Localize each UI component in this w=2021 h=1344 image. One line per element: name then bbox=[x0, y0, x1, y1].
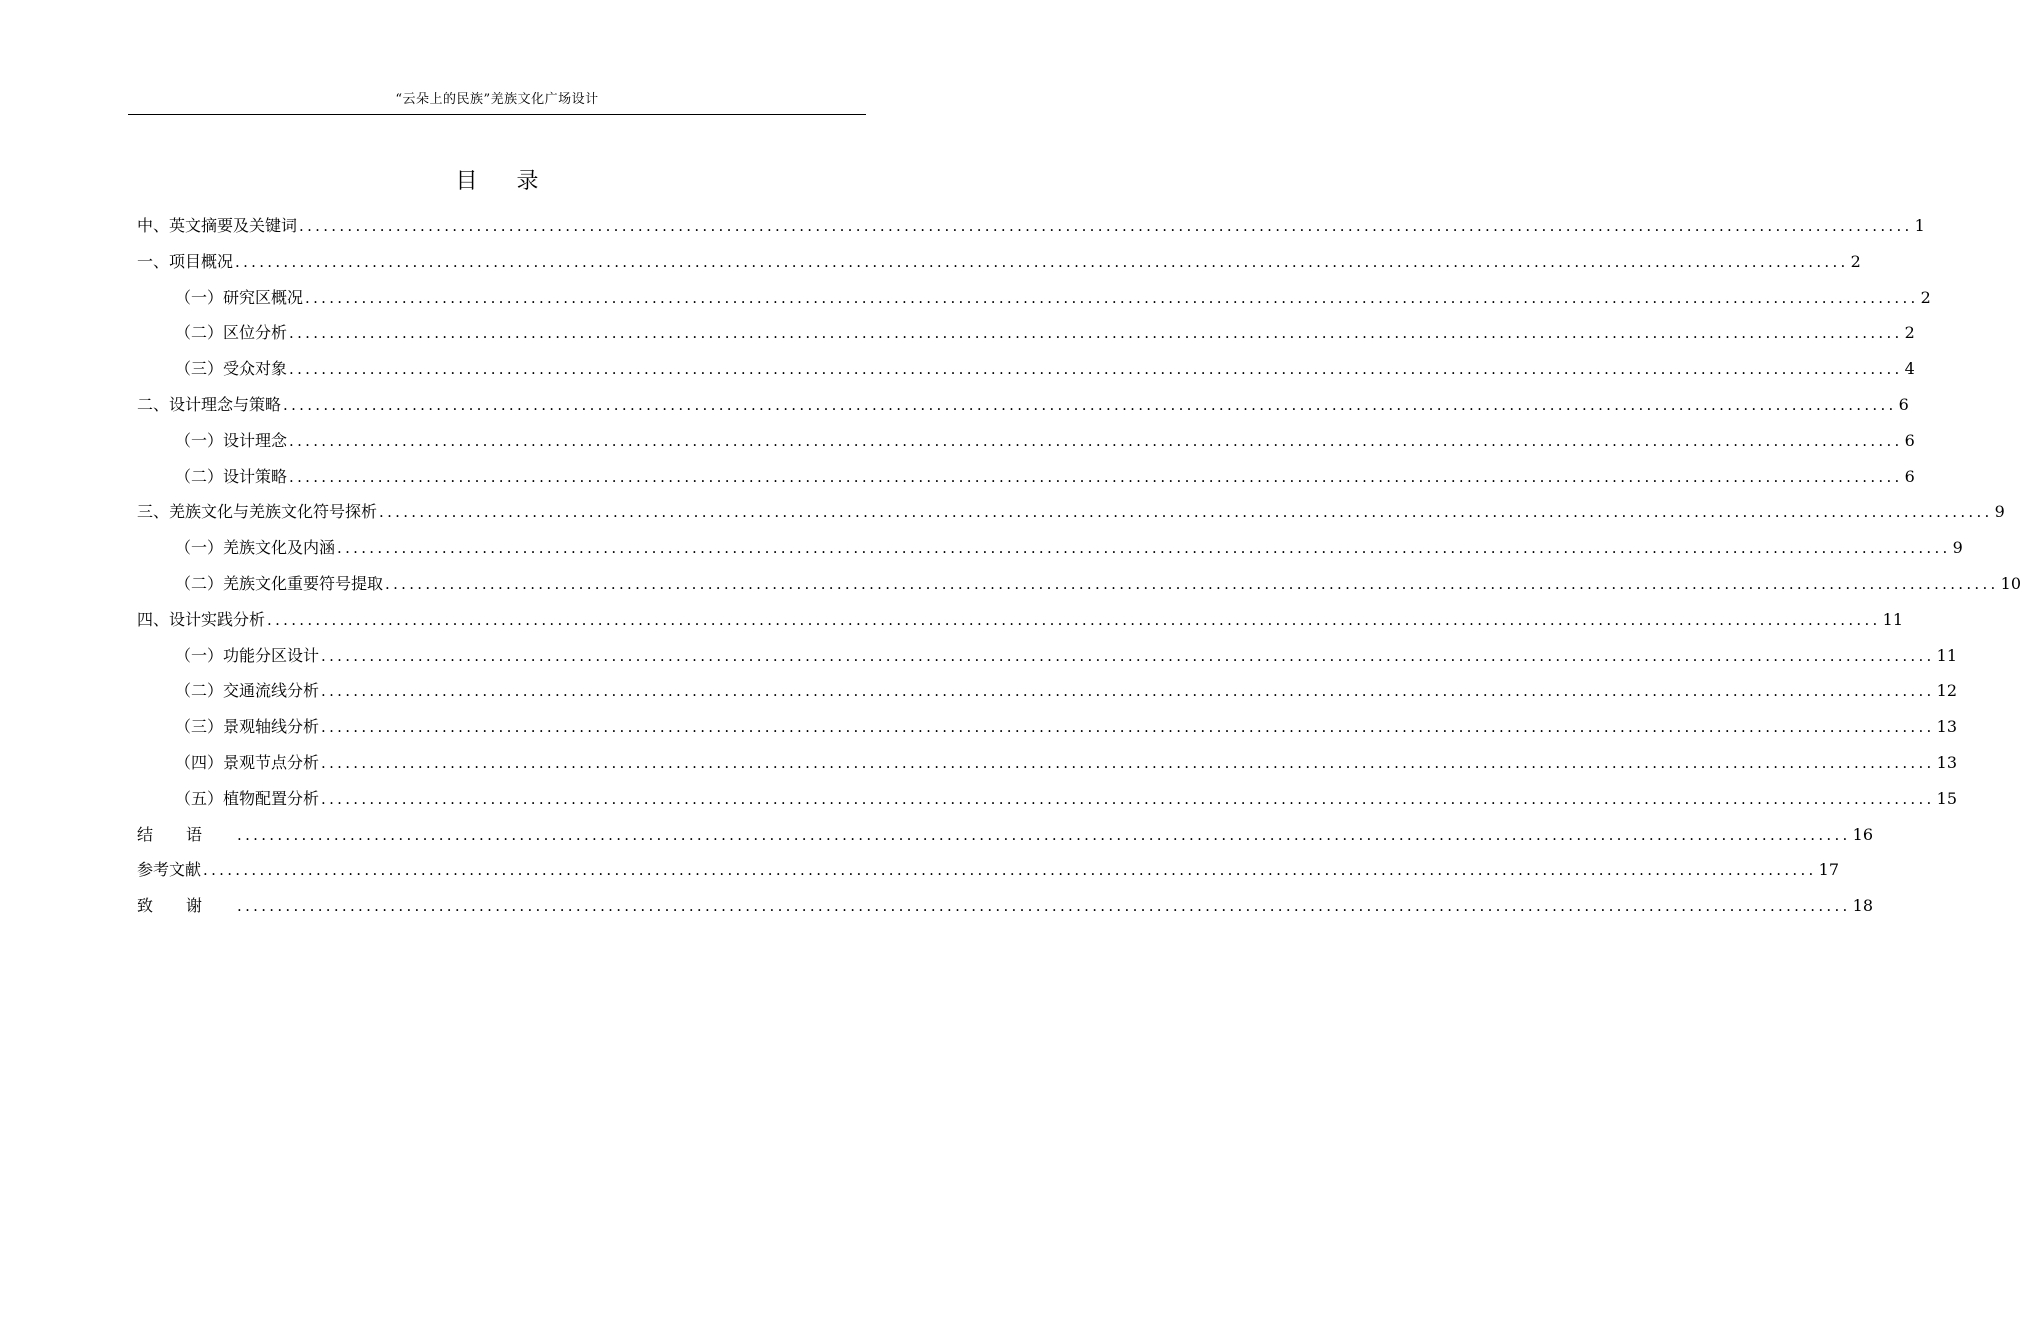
toc-page-number: 9 bbox=[1994, 502, 2005, 522]
toc-dot-leader: ........................................................................................................................................................................................................ bbox=[283, 395, 1897, 414]
toc-entry-planting[interactable] bbox=[137, 788, 1957, 825]
toc-dot-leader: ........................................................................................................................................................................................................ bbox=[203, 861, 1817, 880]
toc-entry-label: （一）设计理念 bbox=[175, 430, 288, 450]
toc-entry-acknowledgements[interactable] bbox=[137, 896, 1873, 932]
toc-dot-leader: ........................................................................................................................................................................................................ bbox=[289, 431, 1903, 450]
toc-entry-label: （一）功能分区设计 bbox=[175, 645, 320, 665]
toc-page-number: 18 bbox=[1852, 896, 1873, 916]
toc-entry-label: 中、英文摘要及关键词 bbox=[137, 216, 298, 235]
toc-entry-label: 二、设计理念与策略 bbox=[137, 394, 282, 414]
toc-dot-leader: ........................................................................................................................................................................................................ bbox=[299, 217, 1913, 235]
toc-page-number: 13 bbox=[1936, 752, 1957, 772]
toc-entry-label: （二）区位分析 bbox=[175, 323, 288, 343]
toc-entry-label: （二）设计策略 bbox=[175, 466, 288, 486]
toc-page-number: 2 bbox=[1920, 287, 1931, 307]
toc-page-number: 6 bbox=[1904, 466, 1915, 486]
toc-entry-label: 一、项目概况 bbox=[137, 251, 234, 271]
toc-entry-circulation[interactable] bbox=[137, 681, 1957, 717]
toc-page-number: 11 bbox=[1882, 609, 1903, 629]
toc-entry-audience[interactable] bbox=[137, 359, 1915, 395]
toc-dot-leader: ........................................................................................................................................................................................................ bbox=[321, 646, 1935, 665]
toc-page-number: 1 bbox=[1914, 216, 1925, 235]
toc-page-number: 16 bbox=[1852, 824, 1873, 844]
toc-page-number: 2 bbox=[1850, 251, 1861, 271]
toc-title: 目 录 bbox=[455, 169, 555, 194]
toc-entry-label: （三）景观轴线分析 bbox=[175, 717, 320, 737]
toc-entry-design-strategy[interactable] bbox=[137, 466, 1915, 503]
toc-page-number: 15 bbox=[1936, 788, 1957, 808]
toc-dot-leader: ........................................................................................................................................................................................................ bbox=[237, 825, 1851, 844]
toc-dot-leader: ........................................................................................................................................................................................................ bbox=[385, 574, 1999, 593]
toc-dot-leader: ........................................................................................................................................................................................................ bbox=[321, 789, 1935, 808]
toc-entry-label: 致谢 bbox=[137, 896, 236, 916]
toc-dot-leader: ........................................................................................................................................................................................................ bbox=[321, 753, 1935, 772]
toc-entry-study-area[interactable] bbox=[137, 287, 1931, 324]
toc-entry-label: （五）植物配置分析 bbox=[175, 788, 320, 808]
toc-dot-leader: ........................................................................................................................................................................................................ bbox=[379, 503, 1993, 522]
toc-dot-leader: ........................................................................................................................................................................................................ bbox=[321, 718, 1935, 737]
toc-entry-label: （二）交通流线分析 bbox=[175, 681, 320, 701]
toc-page-number: 13 bbox=[1936, 717, 1957, 737]
toc-entry-landscape-nodes[interactable] bbox=[137, 752, 1957, 789]
toc-entry-label: （四）景观节点分析 bbox=[175, 752, 320, 772]
toc-page-number: 6 bbox=[1904, 430, 1915, 450]
toc-entry-qiang-culture-symbols[interactable] bbox=[137, 502, 2005, 538]
toc-page-number: 17 bbox=[1818, 860, 1839, 880]
toc-entry-qiang-culture-meaning[interactable] bbox=[137, 538, 1963, 574]
toc-entry-landscape-axis[interactable] bbox=[137, 717, 1957, 753]
toc-page-number: 12 bbox=[1936, 681, 1957, 701]
header-rule bbox=[128, 114, 866, 115]
toc-page-number: 6 bbox=[1898, 394, 1909, 414]
table-of-contents bbox=[137, 216, 2021, 932]
toc-dot-leader: ........................................................................................................................................................................................................ bbox=[289, 360, 1903, 379]
toc-entry-project-overview[interactable] bbox=[137, 251, 1861, 288]
toc-dot-leader: ........................................................................................................................................................................................................ bbox=[305, 288, 1919, 307]
toc-dot-leader: ........................................................................................................................................................................................................ bbox=[237, 897, 1851, 916]
toc-page-number: 9 bbox=[1952, 538, 1963, 558]
toc-entry-symbol-extraction[interactable] bbox=[137, 573, 2021, 610]
toc-dot-leader: ........................................................................................................................................................................................................ bbox=[321, 682, 1935, 701]
toc-entry-design-concept-strategy[interactable] bbox=[137, 394, 1909, 431]
toc-entry-design-practice[interactable] bbox=[137, 609, 1903, 646]
toc-entry-label: （三）受众对象 bbox=[175, 359, 288, 379]
toc-dot-leader: ........................................................................................................................................................................................................ bbox=[337, 539, 1951, 558]
toc-entry-abstract[interactable] bbox=[137, 216, 1925, 252]
toc-entry-design-concept[interactable] bbox=[137, 430, 1915, 467]
toc-entry-references[interactable] bbox=[137, 860, 1839, 896]
toc-dot-leader: ........................................................................................................................................................................................................ bbox=[267, 610, 1881, 629]
toc-dot-leader: ........................................................................................................................................................................................................ bbox=[235, 252, 1849, 271]
toc-entry-label: 参考文献 bbox=[137, 860, 202, 880]
running-header: “云朵上的民族”羌族文化广场设计 bbox=[395, 92, 599, 107]
toc-entry-conclusion[interactable] bbox=[137, 824, 1873, 861]
toc-entry-label: 四、设计实践分析 bbox=[137, 609, 266, 629]
toc-page-number: 11 bbox=[1936, 645, 1957, 665]
toc-dot-leader: ........................................................................................................................................................................................................ bbox=[289, 324, 1903, 343]
toc-entry-location-analysis[interactable] bbox=[137, 323, 1915, 359]
toc-page-number: 10 bbox=[2000, 573, 2021, 593]
toc-page-number: 4 bbox=[1904, 359, 1915, 379]
toc-entry-label: 三、羌族文化与羌族文化符号探析 bbox=[137, 502, 378, 522]
toc-entry-label: 结语 bbox=[137, 824, 236, 844]
toc-entry-label: （二）羌族文化重要符号提取 bbox=[175, 573, 384, 593]
toc-dot-leader: ........................................................................................................................................................................................................ bbox=[289, 467, 1903, 486]
toc-entry-functional-zoning[interactable] bbox=[137, 645, 1957, 682]
toc-page-number: 2 bbox=[1904, 323, 1915, 343]
toc-entry-label: （一）研究区概况 bbox=[175, 287, 304, 307]
toc-entry-label: （一）羌族文化及内涵 bbox=[175, 538, 336, 558]
